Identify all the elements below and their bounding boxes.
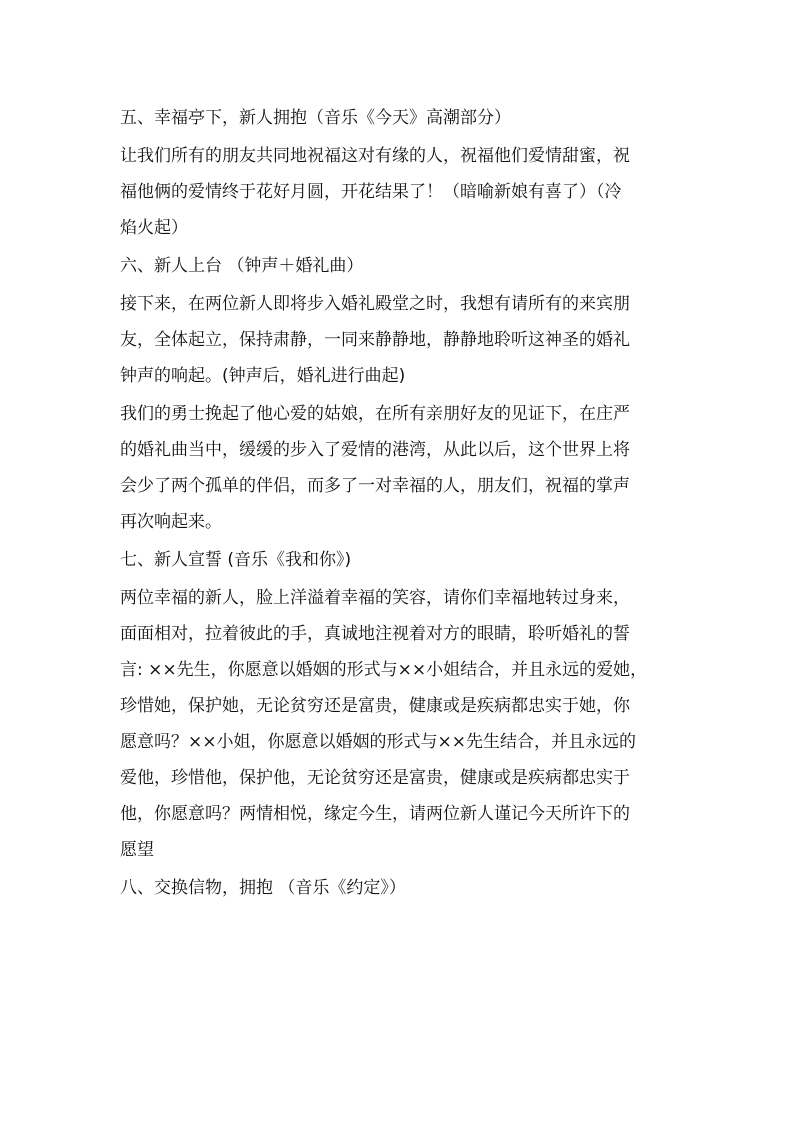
section-heading-8: 八、交换信物，拥抱 （音乐《约定》） <box>120 878 406 898</box>
text-line: 珍惜她，保护她，无论贫穷还是富贵，健康或是疾病都忠实于她，你 <box>120 696 630 716</box>
text-line: 愿意吗？××小姐，你愿意以婚姻的形式与××先生结合，并且永远的 <box>120 732 636 752</box>
text-line: 会少了两个孤单的伴侣，而多了一对幸福的人，朋友们，祝福的掌声 <box>120 476 630 496</box>
text-line: 福他俩的爱情终于花好月圆，开花结果了！（暗喻新娘有喜了）（冷 <box>120 182 622 202</box>
text-line: 他，你愿意吗？两情相悦，缘定今生，请两位新人谨记今天所许下的 <box>120 804 630 824</box>
text-line: 面面相对，拉着彼此的手，真诚地注视着对方的眼睛，聆听婚礼的誓 <box>120 624 630 644</box>
section-5-paragraph-1 <box>120 138 680 246</box>
text-line: 焰火起） <box>120 218 188 238</box>
text-line: 接下来，在两位新人即将步入婚礼殿堂之时，我想有请所有的来宾朋 <box>120 294 630 314</box>
text-line: 再次响起来。 <box>120 512 222 532</box>
text-line: 的婚礼曲当中，缓缓的步入了爱情的港湾，从此以后，这个世界上将 <box>120 440 630 460</box>
text-line: 友，全体起立，保持肃静，一同来静静地，静静地聆听这神圣的婚礼 <box>120 330 630 350</box>
section-6-paragraph-2 <box>120 396 680 540</box>
text-line: 两位幸福的新人，脸上洋溢着幸福的笑容，请你们幸福地转过身来， <box>120 588 630 608</box>
section-heading-6: 六、新人上台 （钟声＋婚礼曲） <box>120 256 364 276</box>
section-6-paragraph-1 <box>120 286 680 394</box>
text-line: 言: ××先生，你愿意以婚姻的形式与××小姐结合，并且永远的爱她， <box>120 660 648 680</box>
document-page <box>120 100 680 908</box>
section-7-paragraph-1 <box>120 580 680 868</box>
text-line: 钟声的响起。(钟声后，婚礼进行曲起) <box>120 366 406 386</box>
section-heading-5: 五、幸福亭下，新人拥抱（音乐《今天》高潮部分） <box>120 108 511 128</box>
text-line: 我们的勇士挽起了他心爱的姑娘，在所有亲朋好友的见证下，在庄严 <box>120 404 630 424</box>
section-heading-7: 七、新人宣誓 (音乐《我和你》) <box>120 550 352 570</box>
text-line: 愿望 <box>120 840 154 860</box>
text-line: 让我们所有的朋友共同地祝福这对有缘的人，祝福他们爱情甜蜜，祝 <box>120 146 630 166</box>
text-line: 爱他，珍惜他，保护他，无论贫穷还是富贵，健康或是疾病都忠实于 <box>120 768 630 788</box>
